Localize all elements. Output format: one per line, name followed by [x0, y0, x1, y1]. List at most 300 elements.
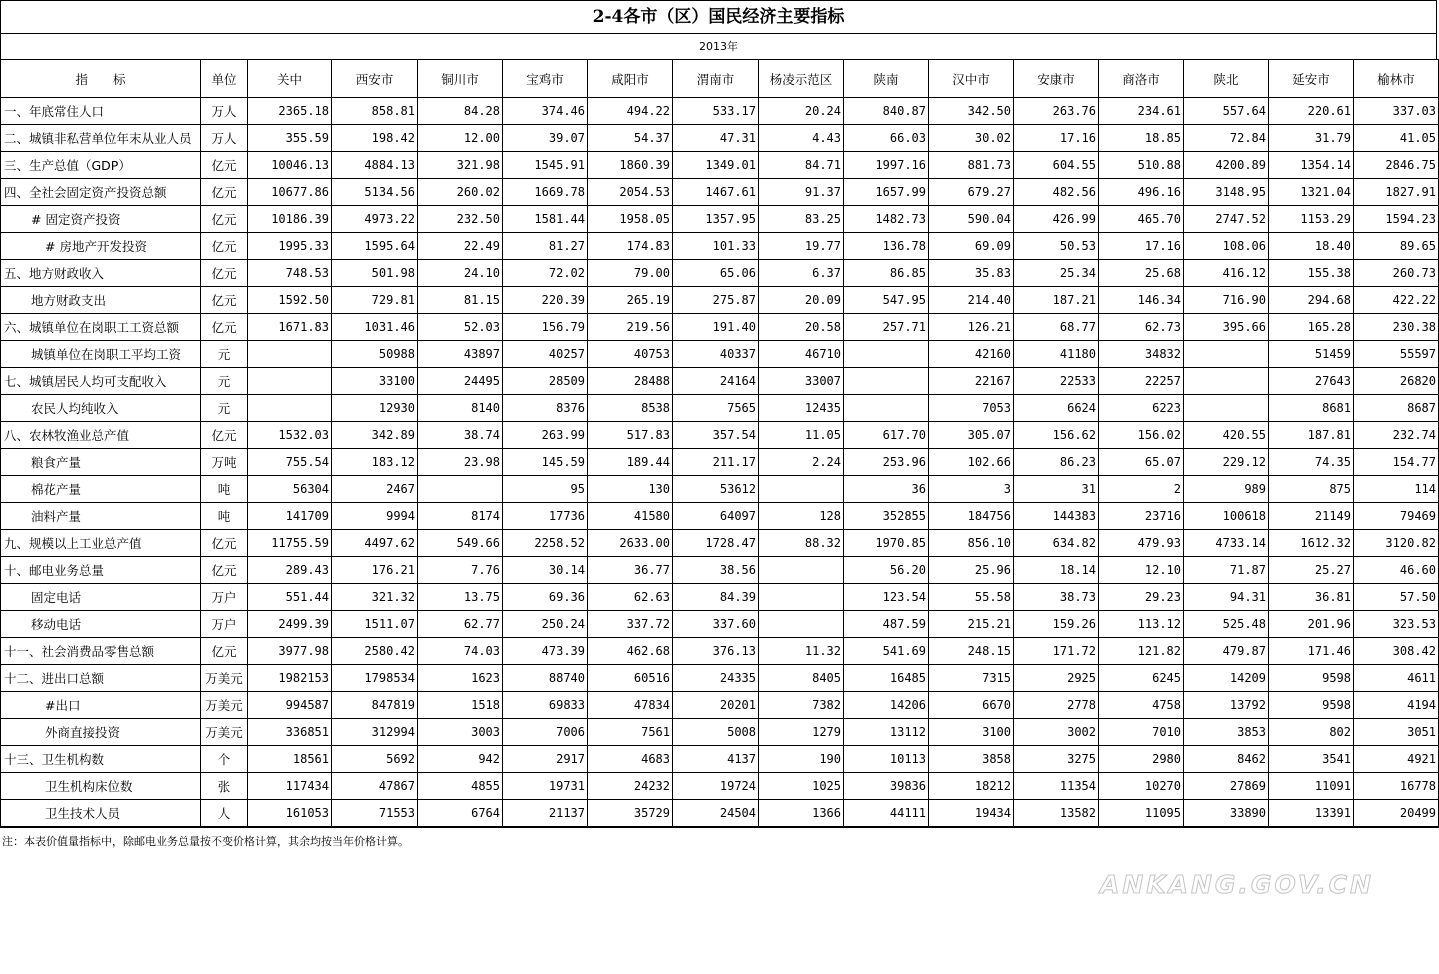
data-cell: 141709 [248, 503, 332, 530]
data-cell [759, 611, 844, 638]
data-cell: 86.85 [844, 260, 929, 287]
data-cell: 496.16 [1099, 179, 1184, 206]
table-row [1, 476, 1439, 503]
data-cell: 94.31 [1184, 584, 1269, 611]
data-cell: 184756 [929, 503, 1014, 530]
data-cell: 60516 [588, 665, 673, 692]
data-cell: 2365.18 [248, 98, 332, 125]
data-cell: 265.19 [588, 287, 673, 314]
data-cell: 3051 [1354, 719, 1439, 746]
data-cell: 1997.16 [844, 152, 929, 179]
data-cell: 11.32 [759, 638, 844, 665]
row-label: 卫生技术人员 [1, 800, 201, 828]
data-cell: 517.83 [588, 422, 673, 449]
data-cell: 426.99 [1014, 206, 1099, 233]
data-cell: 4758 [1099, 692, 1184, 719]
data-cell: 3977.98 [248, 638, 332, 665]
data-cell: 875 [1269, 476, 1354, 503]
data-cell: 482.56 [1014, 179, 1099, 206]
data-cell [248, 341, 332, 368]
data-cell: 2980 [1099, 746, 1184, 773]
table-row [1, 260, 1439, 287]
data-cell [844, 341, 929, 368]
page-title: 2-4各市（区）国民经济主要指标 [0, 0, 1437, 33]
data-cell: 56304 [248, 476, 332, 503]
row-unit: 亿元 [201, 638, 248, 665]
data-cell: 214.40 [929, 287, 1014, 314]
data-cell: 40257 [503, 341, 588, 368]
row-label: # 房地产开发投资 [1, 233, 201, 260]
table-row [1, 692, 1439, 719]
row-label: 三、生产总值（GDP） [1, 152, 201, 179]
row-unit: 人 [201, 800, 248, 828]
data-cell: 42160 [929, 341, 1014, 368]
data-cell: 144383 [1014, 503, 1099, 530]
data-cell: 156.62 [1014, 422, 1099, 449]
data-cell: 1279 [759, 719, 844, 746]
data-cell: 802 [1269, 719, 1354, 746]
row-unit: 元 [201, 368, 248, 395]
data-cell: 16778 [1354, 773, 1439, 800]
row-label: 粮食产量 [1, 449, 201, 476]
data-cell: 342.89 [332, 422, 418, 449]
data-cell: 126.21 [929, 314, 1014, 341]
data-cell: 11091 [1269, 773, 1354, 800]
data-cell: 69833 [503, 692, 588, 719]
data-cell: 35729 [588, 800, 673, 828]
data-cell: 9994 [332, 503, 418, 530]
table-row [1, 800, 1439, 828]
data-cell [1184, 341, 1269, 368]
row-label: 固定电话 [1, 584, 201, 611]
data-cell: 27869 [1184, 773, 1269, 800]
data-cell: 260.73 [1354, 260, 1439, 287]
data-cell: 9598 [1269, 665, 1354, 692]
data-cell: 18212 [929, 773, 1014, 800]
row-label: 八、农林牧渔业总产值 [1, 422, 201, 449]
data-cell: 19434 [929, 800, 1014, 828]
data-cell: 14209 [1184, 665, 1269, 692]
data-cell: 108.06 [1184, 233, 1269, 260]
data-cell: 55597 [1354, 341, 1439, 368]
data-cell: 3853 [1184, 719, 1269, 746]
data-cell: 24232 [588, 773, 673, 800]
data-cell: 2258.52 [503, 530, 588, 557]
table-row [1, 98, 1439, 125]
data-cell: 28488 [588, 368, 673, 395]
data-cell: 24504 [673, 800, 759, 828]
data-cell: 494.22 [588, 98, 673, 125]
header-unit: 单位 [201, 60, 248, 98]
data-cell: 4683 [588, 746, 673, 773]
data-cell: 1595.64 [332, 233, 418, 260]
row-label: 五、地方财政收入 [1, 260, 201, 287]
data-cell: 5692 [332, 746, 418, 773]
data-cell: 165.28 [1269, 314, 1354, 341]
data-cell: 257.71 [844, 314, 929, 341]
data-cell: 36.81 [1269, 584, 1354, 611]
data-cell: 24335 [673, 665, 759, 692]
data-cell: 9598 [1269, 692, 1354, 719]
table-row [1, 368, 1439, 395]
row-unit: 万美元 [201, 665, 248, 692]
data-cell: 25.96 [929, 557, 1014, 584]
data-cell: 7382 [759, 692, 844, 719]
table-row [1, 746, 1439, 773]
data-cell: 1511.07 [332, 611, 418, 638]
data-cell: 84.39 [673, 584, 759, 611]
data-cell: 40753 [588, 341, 673, 368]
data-cell: 4194 [1354, 692, 1439, 719]
data-cell: 1153.29 [1269, 206, 1354, 233]
data-cell: 187.81 [1269, 422, 1354, 449]
row-label: #出口 [1, 692, 201, 719]
row-unit: 亿元 [201, 314, 248, 341]
row-label: 城镇单位在岗职工平均工资 [1, 341, 201, 368]
data-cell: 36.77 [588, 557, 673, 584]
data-cell: 1798534 [332, 665, 418, 692]
data-cell: 342.50 [929, 98, 1014, 125]
data-cell: 1958.05 [588, 206, 673, 233]
data-cell: 36 [844, 476, 929, 503]
data-cell: 154.77 [1354, 449, 1439, 476]
data-cell: 755.54 [248, 449, 332, 476]
data-cell: 10186.39 [248, 206, 332, 233]
data-cell: 21149 [1269, 503, 1354, 530]
data-cell: 54.37 [588, 125, 673, 152]
data-cell: 55.58 [929, 584, 1014, 611]
header-region: 渭南市 [673, 60, 759, 98]
data-cell: 3 [929, 476, 1014, 503]
data-cell: 22257 [1099, 368, 1184, 395]
row-unit: 万人 [201, 125, 248, 152]
header-region: 宝鸡市 [503, 60, 588, 98]
data-cell: 20.09 [759, 287, 844, 314]
row-label: 七、城镇居民人均可支配收入 [1, 368, 201, 395]
data-cell: 6.37 [759, 260, 844, 287]
data-cell: 101.33 [673, 233, 759, 260]
data-cell: 11755.59 [248, 530, 332, 557]
header-region: 西安市 [332, 60, 418, 98]
table-body [1, 98, 1439, 828]
data-cell: 53612 [673, 476, 759, 503]
data-cell: 12.10 [1099, 557, 1184, 584]
data-cell: 2778 [1014, 692, 1099, 719]
data-cell: 3100 [929, 719, 1014, 746]
data-cell: 312994 [332, 719, 418, 746]
data-cell: 1031.46 [332, 314, 418, 341]
data-cell: 51459 [1269, 341, 1354, 368]
data-cell: 30.14 [503, 557, 588, 584]
row-label: 十二、进出口总额 [1, 665, 201, 692]
data-cell: 16485 [844, 665, 929, 692]
data-cell: 551.44 [248, 584, 332, 611]
table-row [1, 530, 1439, 557]
data-cell: 748.53 [248, 260, 332, 287]
data-cell: 66.03 [844, 125, 929, 152]
data-cell: 33100 [332, 368, 418, 395]
row-unit: 亿元 [201, 233, 248, 260]
data-cell: 604.55 [1014, 152, 1099, 179]
row-label: 卫生机构床位数 [1, 773, 201, 800]
data-cell: 84.71 [759, 152, 844, 179]
data-cell: 128 [759, 503, 844, 530]
data-cell: 71.87 [1184, 557, 1269, 584]
watermark: ANKANG.GOV.CN [1100, 870, 1375, 899]
data-cell: 1581.44 [503, 206, 588, 233]
data-cell: 23.98 [418, 449, 503, 476]
data-cell: 159.26 [1014, 611, 1099, 638]
data-cell: 17736 [503, 503, 588, 530]
data-cell: 72.84 [1184, 125, 1269, 152]
data-cell: 19731 [503, 773, 588, 800]
header-indicator: 指 标 [1, 60, 201, 98]
table-row [1, 611, 1439, 638]
data-cell [759, 584, 844, 611]
row-label: # 固定资产投资 [1, 206, 201, 233]
data-cell: 263.99 [503, 422, 588, 449]
data-cell: 156.02 [1099, 422, 1184, 449]
header-region: 商洛市 [1099, 60, 1184, 98]
data-cell: 123.54 [844, 584, 929, 611]
data-cell: 7565 [673, 395, 759, 422]
row-label: 一、年底常住人口 [1, 98, 201, 125]
data-cell: 3002 [1014, 719, 1099, 746]
data-cell: 24164 [673, 368, 759, 395]
data-cell: 171.72 [1014, 638, 1099, 665]
data-cell: 3003 [418, 719, 503, 746]
row-label: 十一、社会消费品零售总额 [1, 638, 201, 665]
data-cell: 13391 [1269, 800, 1354, 828]
data-cell: 171.46 [1269, 638, 1354, 665]
data-cell: 3120.82 [1354, 530, 1439, 557]
data-cell: 942 [418, 746, 503, 773]
data-cell: 198.42 [332, 125, 418, 152]
table-row [1, 503, 1439, 530]
data-cell: 2 [1099, 476, 1184, 503]
data-cell: 4137 [673, 746, 759, 773]
data-cell: 7053 [929, 395, 1014, 422]
data-cell: 83.25 [759, 206, 844, 233]
row-unit: 元 [201, 341, 248, 368]
data-cell: 462.68 [588, 638, 673, 665]
data-cell: 2633.00 [588, 530, 673, 557]
data-cell: 263.76 [1014, 98, 1099, 125]
data-cell: 86.23 [1014, 449, 1099, 476]
data-cell: 100618 [1184, 503, 1269, 530]
data-cell: 4611 [1354, 665, 1439, 692]
header-region: 铜川市 [418, 60, 503, 98]
row-unit: 万人 [201, 98, 248, 125]
data-cell: 856.10 [929, 530, 1014, 557]
table-row [1, 422, 1439, 449]
data-cell: 25.34 [1014, 260, 1099, 287]
data-cell: 337.60 [673, 611, 759, 638]
data-cell: 4884.13 [332, 152, 418, 179]
data-cell: 1482.73 [844, 206, 929, 233]
row-unit: 万吨 [201, 449, 248, 476]
data-cell: 27643 [1269, 368, 1354, 395]
data-cell: 41.05 [1354, 125, 1439, 152]
row-label: 四、全社会固定资产投资总额 [1, 179, 201, 206]
data-cell: 234.61 [1099, 98, 1184, 125]
data-cell: 33890 [1184, 800, 1269, 828]
data-cell: 337.72 [588, 611, 673, 638]
data-cell: 31.79 [1269, 125, 1354, 152]
data-cell: 191.40 [673, 314, 759, 341]
data-cell: 10113 [844, 746, 929, 773]
table-row [1, 206, 1439, 233]
data-cell: 38.74 [418, 422, 503, 449]
table-row [1, 125, 1439, 152]
data-cell: 6764 [418, 800, 503, 828]
data-cell: 8681 [1269, 395, 1354, 422]
data-cell: 46.60 [1354, 557, 1439, 584]
data-cell: 1970.85 [844, 530, 929, 557]
data-cell: 337.03 [1354, 98, 1439, 125]
data-cell: 7010 [1099, 719, 1184, 746]
data-cell: 19.77 [759, 233, 844, 260]
data-cell: 52.03 [418, 314, 503, 341]
data-cell: 25.68 [1099, 260, 1184, 287]
data-cell: 2747.52 [1184, 206, 1269, 233]
data-cell: 232.50 [418, 206, 503, 233]
data-cell: 289.43 [248, 557, 332, 584]
data-cell: 7006 [503, 719, 588, 746]
data-cell: 47.31 [673, 125, 759, 152]
data-cell: 2467 [332, 476, 418, 503]
data-cell: 88.32 [759, 530, 844, 557]
data-cell: 46710 [759, 341, 844, 368]
data-cell: 323.53 [1354, 611, 1439, 638]
data-cell: 79469 [1354, 503, 1439, 530]
data-cell: 5134.56 [332, 179, 418, 206]
data-cell: 84.28 [418, 98, 503, 125]
row-label: 十、邮电业务总量 [1, 557, 201, 584]
data-cell: 4200.89 [1184, 152, 1269, 179]
data-cell: 187.21 [1014, 287, 1099, 314]
data-cell: 2054.53 [588, 179, 673, 206]
data-cell: 4733.14 [1184, 530, 1269, 557]
data-cell: 18.40 [1269, 233, 1354, 260]
table-row [1, 395, 1439, 422]
data-cell: 11.05 [759, 422, 844, 449]
data-cell: 20201 [673, 692, 759, 719]
row-unit: 亿元 [201, 287, 248, 314]
data-cell: 65.06 [673, 260, 759, 287]
data-cell: 39.07 [503, 125, 588, 152]
data-cell: 1657.99 [844, 179, 929, 206]
data-cell [248, 395, 332, 422]
data-cell: 479.93 [1099, 530, 1184, 557]
table-row [1, 449, 1439, 476]
data-cell: 41580 [588, 503, 673, 530]
data-cell: 1671.83 [248, 314, 332, 341]
data-cell: 47867 [332, 773, 418, 800]
data-cell: 22533 [1014, 368, 1099, 395]
data-cell: 6670 [929, 692, 1014, 719]
data-cell: 590.04 [929, 206, 1014, 233]
table-row [1, 152, 1439, 179]
data-cell: 1545.91 [503, 152, 588, 179]
data-cell: 102.66 [929, 449, 1014, 476]
data-cell: 8405 [759, 665, 844, 692]
data-cell: 38.73 [1014, 584, 1099, 611]
data-cell: 161053 [248, 800, 332, 828]
header-region: 杨凌示范区 [759, 60, 844, 98]
data-cell: 50.53 [1014, 233, 1099, 260]
row-unit: 万户 [201, 584, 248, 611]
data-cell: 62.63 [588, 584, 673, 611]
data-cell: 89.65 [1354, 233, 1439, 260]
data-cell: 525.48 [1184, 611, 1269, 638]
data-cell: 8538 [588, 395, 673, 422]
data-cell: 357.54 [673, 422, 759, 449]
data-cell: 1982153 [248, 665, 332, 692]
row-unit: 万美元 [201, 719, 248, 746]
data-cell: 275.87 [673, 287, 759, 314]
data-cell: 8376 [503, 395, 588, 422]
row-label: 移动电话 [1, 611, 201, 638]
data-cell: 69.36 [503, 584, 588, 611]
data-cell: 121.82 [1099, 638, 1184, 665]
data-cell: 1354.14 [1269, 152, 1354, 179]
data-cell: 541.69 [844, 638, 929, 665]
data-cell: 2580.42 [332, 638, 418, 665]
data-cell: 68.77 [1014, 314, 1099, 341]
data-cell: 989 [1184, 476, 1269, 503]
data-cell: 1612.32 [1269, 530, 1354, 557]
data-cell: 679.27 [929, 179, 1014, 206]
data-cell: 473.39 [503, 638, 588, 665]
data-cell: 81.27 [503, 233, 588, 260]
data-cell: 2846.75 [1354, 152, 1439, 179]
data-cell: 465.70 [1099, 206, 1184, 233]
data-cell: 420.55 [1184, 422, 1269, 449]
data-cell: 211.17 [673, 449, 759, 476]
data-cell: 20.24 [759, 98, 844, 125]
row-label: 十三、卫生机构数 [1, 746, 201, 773]
data-cell: 23716 [1099, 503, 1184, 530]
data-cell: 74.03 [418, 638, 503, 665]
row-unit: 亿元 [201, 530, 248, 557]
data-cell: 422.22 [1354, 287, 1439, 314]
data-cell: 220.39 [503, 287, 588, 314]
data-cell: 189.44 [588, 449, 673, 476]
data-cell: 56.20 [844, 557, 929, 584]
data-cell: 25.27 [1269, 557, 1354, 584]
data-cell: 1623 [418, 665, 503, 692]
data-cell: 4973.22 [332, 206, 418, 233]
table-row [1, 638, 1439, 665]
data-cell: 40337 [673, 341, 759, 368]
data-cell: 136.78 [844, 233, 929, 260]
data-cell: 847819 [332, 692, 418, 719]
data-cell: 10046.13 [248, 152, 332, 179]
data-cell: 114 [1354, 476, 1439, 503]
row-label: 油料产量 [1, 503, 201, 530]
data-cell: 1349.01 [673, 152, 759, 179]
data-cell: 31 [1014, 476, 1099, 503]
data-cell: 1366 [759, 800, 844, 828]
data-cell: 71553 [332, 800, 418, 828]
data-cell: 321.32 [332, 584, 418, 611]
data-cell [1184, 368, 1269, 395]
data-cell: 10677.86 [248, 179, 332, 206]
data-cell: 6223 [1099, 395, 1184, 422]
data-cell: 12930 [332, 395, 418, 422]
data-cell: 11354 [1014, 773, 1099, 800]
